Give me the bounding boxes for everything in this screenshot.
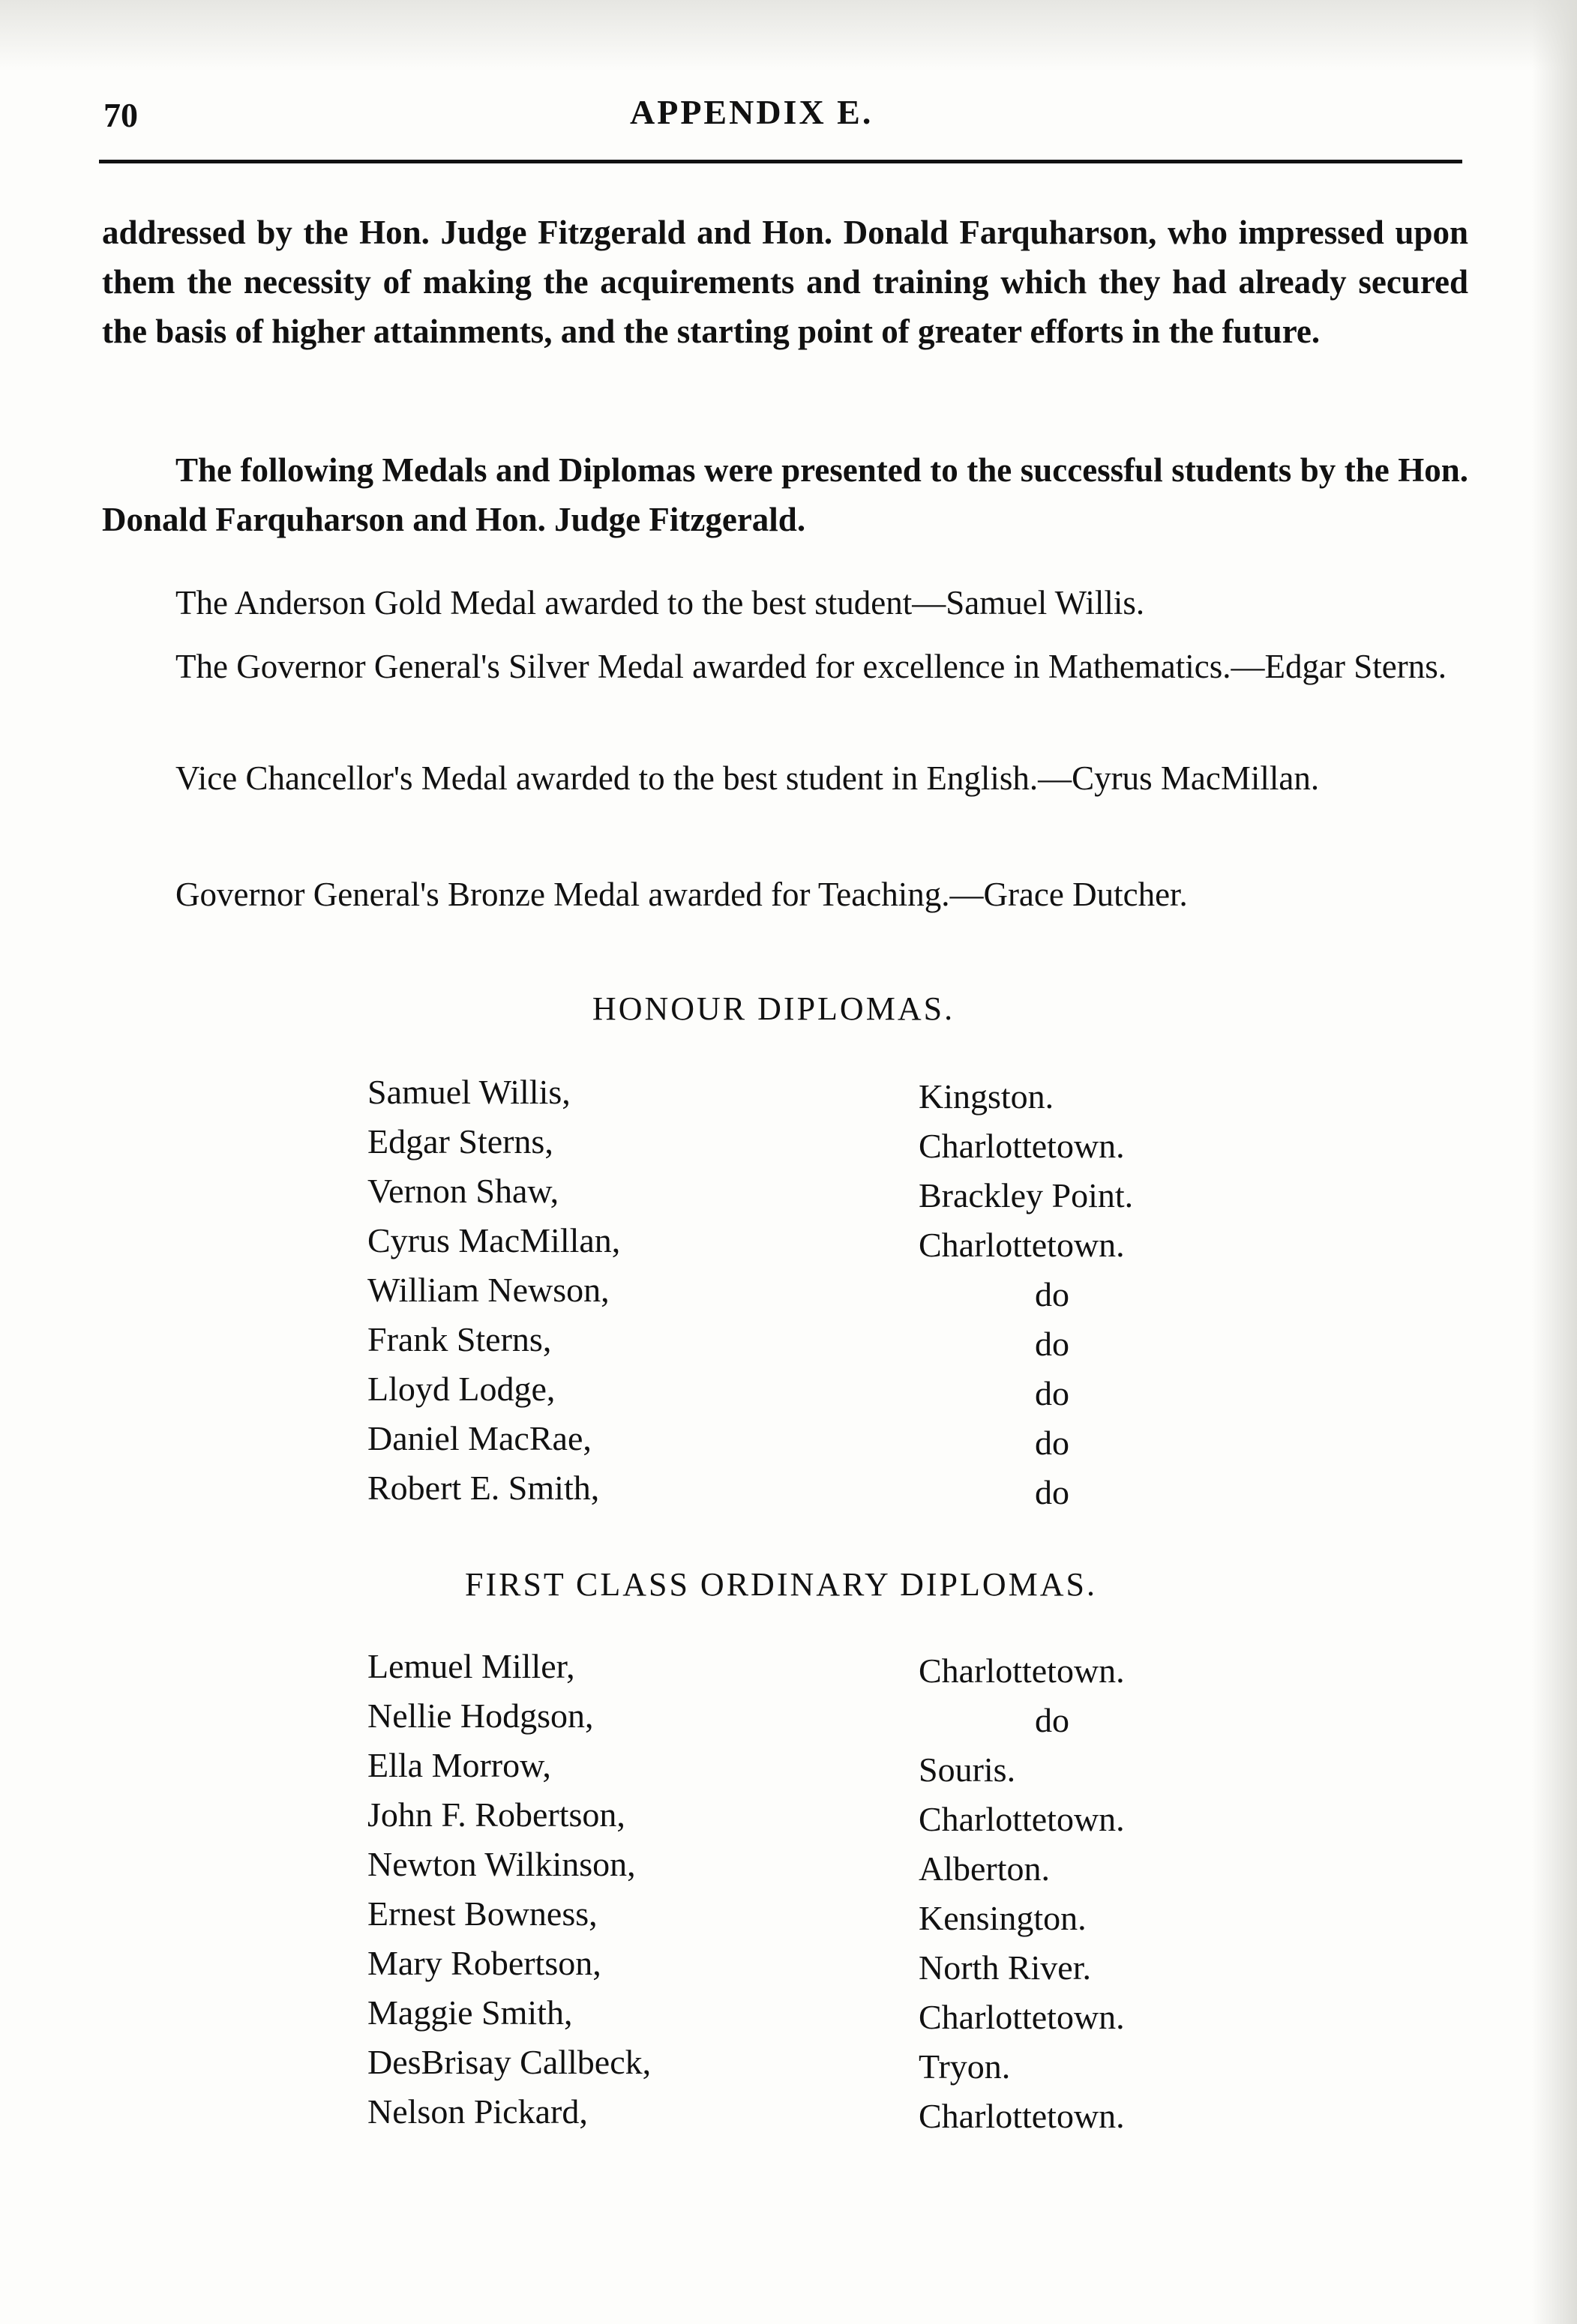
- recipient-name: DesBrisay Callbeck,: [367, 2043, 652, 2081]
- diploma-row: [0, 1072, 1577, 1122]
- recipient-name: William Newson,: [367, 1271, 610, 1309]
- recipient-place: Tryon.: [919, 2047, 1011, 2086]
- diploma-row: [0, 1220, 1577, 1270]
- recipient-name: Lloyd Lodge,: [367, 1370, 556, 1408]
- diploma-row: [0, 1171, 1577, 1220]
- recipient-name: Vernon Shaw,: [367, 1172, 559, 1210]
- recipient-name: Ella Morrow,: [367, 1746, 551, 1784]
- first-class-diplomas-title: FIRST CLASS ORDINARY DIPLOMAS.: [464, 1566, 1098, 1603]
- diploma-row: [0, 1418, 1577, 1468]
- diploma-row: [0, 1745, 1577, 1795]
- recipient-name: Edgar Sterns,: [367, 1122, 553, 1161]
- award-bronze-medal: Governor General's Bronze Medal awarded for Teaching.—Grace Dutcher.: [175, 876, 1188, 913]
- diploma-row: [0, 1369, 1577, 1418]
- scan-shadow-top: [0, 0, 1577, 71]
- recipient-place: do: [1035, 1374, 1069, 1412]
- diploma-row: [0, 1993, 1577, 2042]
- recipient-place: Charlottetown.: [919, 1226, 1125, 1264]
- recipient-place: Charlottetown.: [919, 1800, 1125, 1838]
- diploma-row: [0, 1943, 1577, 1993]
- recipient-place: do: [1035, 1424, 1069, 1462]
- page-header: [0, 86, 1577, 146]
- diploma-row: [0, 1894, 1577, 1943]
- recipient-name: Samuel Willis,: [367, 1073, 571, 1111]
- honour-diplomas-list: [0, 1072, 1577, 1517]
- recipient-name: Nellie Hodgson,: [367, 1697, 594, 1735]
- diploma-row: [0, 1795, 1577, 1844]
- award-silver-medal: The Governor General's Silver Medal awarded for excellence in Mathematics.—Edgar Sterns.: [175, 648, 1447, 685]
- diploma-row: [0, 1696, 1577, 1745]
- recipient-place: North River.: [919, 1948, 1091, 1987]
- recipient-place: Souris.: [919, 1750, 1016, 1789]
- recipient-place: Kensington.: [919, 1899, 1087, 1937]
- recipient-name: Frank Sterns,: [367, 1320, 552, 1358]
- award-vice-chancellor-medal: Vice Chancellor's Medal awarded to the best student in English.—Cyrus MacMillan.: [175, 759, 1320, 797]
- recipient-place: Charlottetown.: [919, 1998, 1125, 2036]
- recipient-place: do: [1035, 1325, 1069, 1363]
- diploma-row: [0, 1468, 1577, 1517]
- diploma-row: [0, 1319, 1577, 1369]
- recipient-place: do: [1035, 1275, 1069, 1313]
- recipient-name: Newton Wilkinson,: [367, 1845, 636, 1883]
- recipient-place: Charlottetown.: [919, 1652, 1125, 1690]
- recipient-place: do: [1035, 1701, 1069, 1739]
- recipient-place: Charlottetown.: [919, 1127, 1125, 1165]
- recipient-place: do: [1035, 1473, 1069, 1511]
- recipient-name: Ernest Bowness,: [367, 1894, 598, 1933]
- recipient-name: John F. Robertson,: [367, 1795, 625, 1834]
- recipient-place: Kingston.: [919, 1077, 1054, 1116]
- diploma-row: [0, 2092, 1577, 2141]
- page-number: 70: [103, 96, 138, 134]
- first-class-diplomas-list: [0, 1646, 1577, 2141]
- diploma-row: [0, 1844, 1577, 1894]
- recipient-name: Nelson Pickard,: [367, 2092, 588, 2131]
- honour-diplomas-title: HONOUR DIPLOMAS.: [592, 990, 955, 1027]
- diploma-row: [0, 2042, 1577, 2092]
- diploma-row: [0, 1122, 1577, 1171]
- running-head: APPENDIX E.: [630, 93, 874, 131]
- recipient-name: Cyrus MacMillan,: [367, 1221, 621, 1259]
- recipient-name: Lemuel Miller,: [367, 1647, 575, 1685]
- recipient-name: Maggie Smith,: [367, 1993, 573, 2032]
- award-anderson-gold-medal: The Anderson Gold Medal awarded to the best student—Samuel Willis.: [175, 584, 1145, 621]
- header-rule: [99, 160, 1462, 163]
- diploma-row: [0, 1270, 1577, 1319]
- recipient-name: Daniel MacRae,: [367, 1419, 592, 1457]
- diploma-row: [0, 1646, 1577, 1696]
- recipient-name: Robert E. Smith,: [367, 1469, 600, 1507]
- body-paragraph-presentation: The following Medals and Diplomas were presented to the successful students by the Hon. Donald Farquharson and Hon. Judge Fitzgerald.: [102, 451, 1468, 538]
- body-paragraph-continued: addressed by the Hon. Judge Fitzgerald and Hon. Donald Farquharson, who impressed upon them the necessity of making the acquirements and training which they had already secured the basis of higher attainments, and the starting point of greater efforts in the future.: [102, 214, 1468, 350]
- recipient-place: Alberton.: [919, 1849, 1051, 1888]
- recipient-place: Charlottetown.: [919, 2097, 1125, 2135]
- recipient-place: Brackley Point.: [919, 1176, 1134, 1214]
- recipient-name: Mary Robertson,: [367, 1944, 601, 1982]
